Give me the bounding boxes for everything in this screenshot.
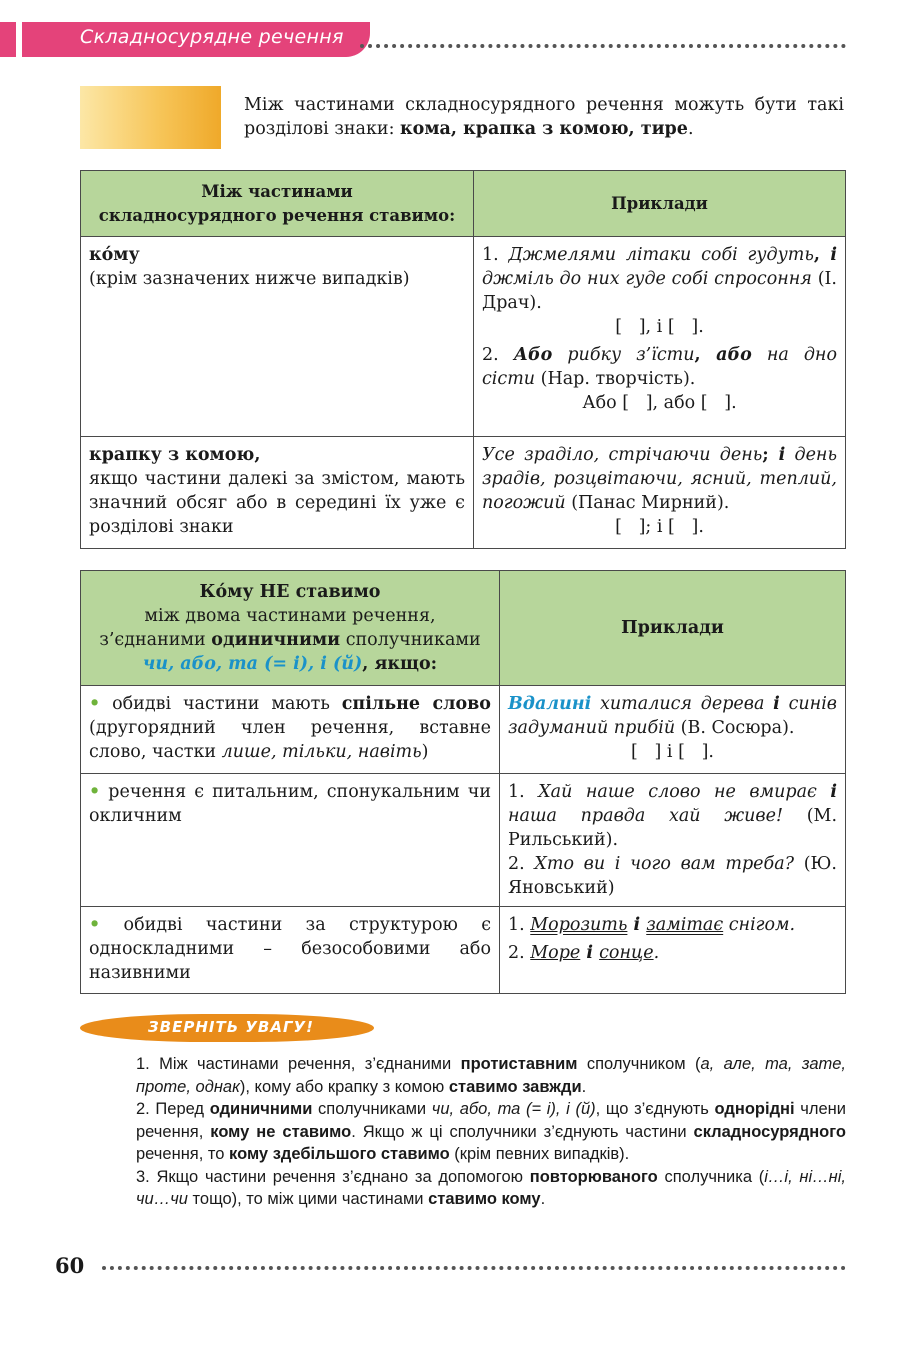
header-dotted-line <box>360 44 846 48</box>
table2-row2-rule: • речення є питальним, спонукальним чи окличним <box>81 774 500 907</box>
scheme-2: Або [ ], або [ ]. <box>582 393 737 413</box>
table1-row1-rule: ко́му (крім зазначених нижче випадків) <box>81 237 474 437</box>
scheme: [ ]; і [ ]. <box>615 517 704 537</box>
table1-row2-rule: крапку з комою, якщо частини далекі за змістом, мають значний обсяг або в середині їх уже є розділові знаки <box>81 437 474 549</box>
example-2: 2. Або рибку з’їсти, або на дно сісти (Нар. творчість). <box>482 345 837 389</box>
table2-row1-rule: • обидві частини мають спільне слово (другорядний член речення, вставне слово, частки лише, тільки, навіть) <box>81 686 500 774</box>
table2-header-examples: Приклади <box>500 571 846 686</box>
table1-row1-examples <box>474 237 846 437</box>
table2-row3-examples: 1. Морозить і замітає снігом. 2. Море і сонце. <box>500 907 846 994</box>
note-1: 1. Між частинами речення, з’єднаними протиставним сполучником (а, але, та, зате, проте, однак), кому або крапку з комою ставимо завжди. <box>136 1055 846 1096</box>
note-2: 2. Перед одиничними сполучниками чи, або, та (= і), і (й), що з’єднують однорідні члени речення, кому не ставимо. Якщо ж ці сполучники з’єднують частини складносурядного речення, то кому здебільшого ставимо (крім певних випадків). <box>136 1100 846 1163</box>
no-comma-table <box>80 570 846 994</box>
scheme-1: [ ], і [ ]. <box>615 317 704 337</box>
notes-block <box>136 1053 846 1211</box>
table1-row2-examples <box>474 437 846 549</box>
section-title: Складносурядне речення <box>80 26 344 48</box>
table2-row2-examples: 1. Хай наше слово не вмирає і наша правда хай живе! (М. Рильський). 2. Хто ви і чого вам треба? (Ю. Яновський) <box>500 774 846 907</box>
footer-dotted-line <box>102 1266 846 1270</box>
example-1: 1. Джмелями літаки собі гудуть, і джміль до них гуде собі спросоння (І. Драч). <box>482 245 837 313</box>
header-accent-bar <box>0 22 16 57</box>
punctuation-table <box>80 170 846 549</box>
example: Усе зраділо, стрічаючи день; і день зрадів, розцвітаючи, ясний, теплий, погожий (Панас Мирний). <box>482 445 837 513</box>
intro-gradient-block <box>80 86 221 149</box>
page-number: 60 <box>55 1253 85 1278</box>
attention-label: ЗВЕРНІТЬ УВАГУ! <box>148 1018 314 1036</box>
table1-header-rule: Між частинами складносурядного речення ставимо: <box>81 171 474 237</box>
table2-row1-examples: Вдалині хиталися дерева і синів задуманий прибій (В. Сосюра). [ ] і [ ]. <box>500 686 846 774</box>
table2-row3-rule: • обидві частини за структурою є односкладними – безособовими або називними <box>81 907 500 994</box>
note-3: 3. Якщо частини речення з’єднано за допомогою повторюваного сполучника (і…і, ні…ні, чи…чи тощо), то між цими частинами ставимо кому. <box>136 1167 846 1208</box>
scheme: [ ] і [ ]. <box>631 742 714 762</box>
table2-header-rule: Ко́му НЕ ставимо між двома частинами речення, з’єднаними одиничними сполучниками чи, або, та (= і), і (й), якщо: <box>81 571 500 686</box>
intro-text: Між частинами складносурядного речення можуть бути такі розділові знаки: кома, крапка з комою, тире. <box>244 95 844 139</box>
table1-header-examples: Приклади <box>474 171 846 237</box>
